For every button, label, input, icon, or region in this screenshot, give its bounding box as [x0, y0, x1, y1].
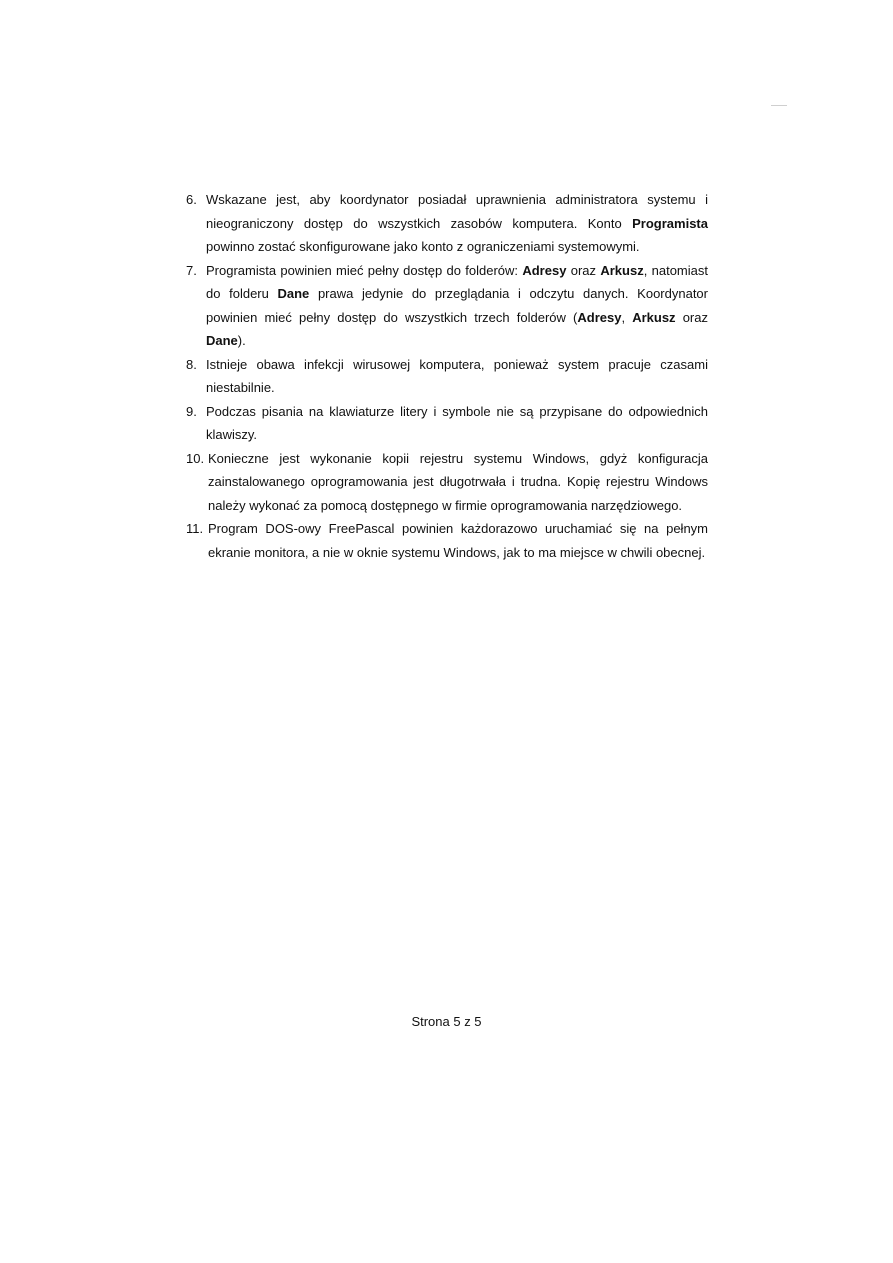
text-run: Program DOS-owy FreePascal powinien każdorazowo uruchamiać się na pełnym ekranie monitora, a nie w oknie systemu Windows, jak to ma miejsce w chwili obecnej. — [208, 521, 708, 560]
text-run: Wskazane jest, aby koordynator posiadał uprawnienia administratora systemu i nieograniczony dostęp do wszystkich zasobów komputera. Konto — [206, 192, 708, 231]
bold-term: Arkusz — [600, 262, 644, 278]
page-number: Strona 5 z 5 — [411, 1014, 482, 1029]
list-item — [186, 400, 708, 447]
item-number: 9. — [186, 403, 197, 419]
text-run: prawa jedynie do przeglądania i odczytu danych. Koordynator powinien mieć pełny dostęp do wszystkich trzech folderów ( — [206, 286, 708, 325]
bold-term: Adresy — [577, 309, 622, 325]
item-text — [208, 447, 708, 518]
item-text — [206, 259, 708, 353]
text-run: powinno zostać skonfigurowane jako konto z ograniczeniami systemowymi. — [206, 239, 640, 254]
text-run: Konieczne jest wykonanie kopii rejestru systemu Windows, gdyż konfiguracja zainstalowanego oprogramowania jest długotrwała i trudna. Kopię rejestru Windows należy wykonać za pomocą dostępnego w firmie oprogramowania narzędziowego. — [208, 450, 708, 513]
requirements-list — [186, 188, 708, 564]
text-run: oraz — [675, 309, 708, 325]
text-run: Podczas pisania na klawiaturze litery i symbole nie są przypisane do odpowiednich klawiszy. — [206, 403, 708, 442]
bold-term: Dane — [206, 333, 238, 348]
bold-term: Adresy — [522, 262, 567, 278]
list-item — [186, 353, 708, 400]
text-run: ). — [237, 333, 246, 348]
text-run: , natomiast do folderu — [206, 262, 708, 301]
item-number: 6. — [186, 192, 197, 207]
list-item — [186, 259, 708, 353]
list-item — [186, 188, 708, 259]
item-number: 11. — [186, 521, 204, 536]
scan-mark — [771, 105, 787, 106]
item-text — [206, 188, 708, 259]
list-item — [186, 447, 708, 518]
item-text — [206, 353, 708, 400]
bold-term: Programista — [632, 215, 708, 231]
item-number: 7. — [186, 262, 197, 278]
item-number: 10. — [186, 450, 205, 466]
list-item — [186, 517, 708, 564]
bold-term: Arkusz — [632, 309, 676, 325]
item-number: 8. — [186, 356, 197, 372]
bold-term: Dane — [277, 286, 310, 301]
text-run: , — [621, 309, 633, 325]
text-run: Istnieje obawa infekcji wirusowej komputera, ponieważ system pracuje czasami niestabilnie. — [206, 356, 708, 395]
text-run: Programista powinien mieć pełny dostęp do folderów: — [206, 262, 523, 278]
text-run: oraz — [566, 262, 601, 278]
item-text — [208, 517, 708, 564]
item-text — [206, 400, 708, 447]
